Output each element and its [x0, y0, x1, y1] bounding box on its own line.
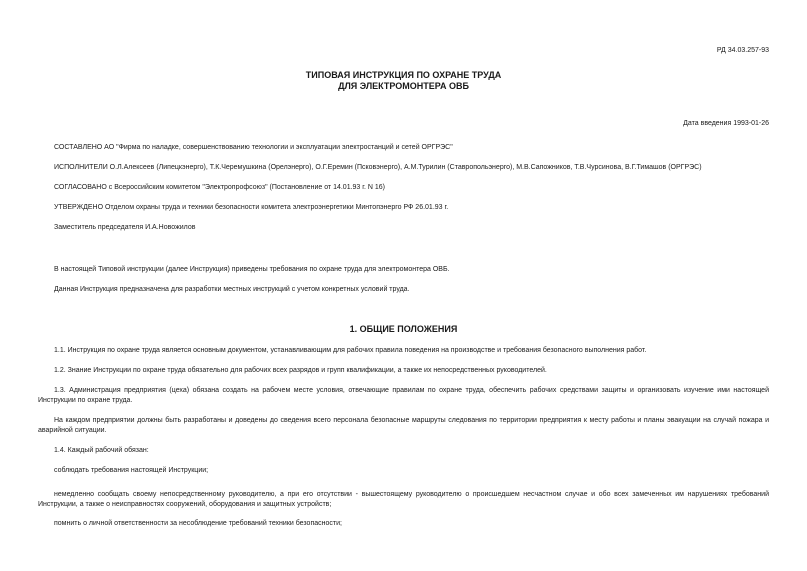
list-item: немедленно сообщать своему непосредственному руководителю, а при его отсутствии - вышестоящему руководителю о происшедшем несчастном случае и обо всех замеченных им нарушениях требований Инструкции, а также о неисправностях сооружений, оборудования и защитных устройств; — [38, 491, 769, 508]
section-heading: 1. ОБЩИЕ ПОЛОЖЕНИЯ — [349, 324, 458, 334]
deputy-chair: Заместитель председателя И.А.Новожилов — [54, 224, 196, 231]
executors: ИСПОЛНИТЕЛИ О.Л.Алексеев (Липецкэнерго), Т.К.Черемушкина (Орелэнерго), О.Г.Еремин (Псковэнерго), А.М.Турилин (Ставропольэнерго), М.В.Сапожников, Т.В.Чурсинова, В.Г.Тимашов (ОРГРЭС) — [54, 164, 702, 171]
paragraph-1-3: 1.3. Администрация предприятия (цеха) обязана создать на рабочем месте условия, отвечающие правилам по охране труда, обеспечить рабочих средствами защиты и организовать изучение ими настоящей Инструкции по охране труда. — [38, 387, 769, 404]
paragraph-1-1: 1.1. Инструкция по охране труда является основным документом, устанавливающим для рабочих правила поведения на производстве и требования безопасного выполнения работ. — [54, 347, 647, 354]
agreed-with: СОГЛАСОВАНО с Всероссийским комитетом "Электропрофсоюз" (Постановление от 14.01.93 г. N 16) — [54, 184, 385, 191]
document-number: РД 34.03.257-93 — [716, 47, 769, 54]
approved-by: УТВЕРЖДЕНО Отделом охраны труда и техники безопасности комитета электроэнергетики Минтопэнерго РФ 26.01.93 г. — [54, 204, 449, 211]
paragraph-1-2: 1.2. Знание Инструкции по охране труда обязательно для рабочих всех разрядов и групп квалификации, а также их непосредственных руководителей. — [54, 367, 547, 374]
title-line-2: ДЛЯ ЭЛЕКТРОМОНТЕРА ОВБ — [338, 81, 469, 91]
compiled-by: СОСТАВЛЕНО АО "Фирма по наладке, совершенствованию технологии и эксплуатации электростанций и сетей ОРГРЭС" — [54, 144, 453, 151]
document-title — [0, 70, 807, 92]
list-item: помнить о личной ответственности за несоблюдение требований техники безопасности; — [54, 520, 342, 527]
paragraph-1-3-evacuation: На каждом предприятии должны быть разработаны и доведены до сведения всего персонала безопасные маршруты следования по территории предприятия к месту работы и планы эвакуации на случай пожара и аварийной ситуации. — [38, 417, 769, 434]
list-item: соблюдать требования настоящей Инструкции; — [54, 467, 209, 474]
title-line-1: ТИПОВАЯ ИНСТРУКЦИЯ ПО ОХРАНЕ ТРУДА — [305, 70, 502, 80]
intro-paragraph-1: В настоящей Типовой инструкции (далее Инструкция) приведены требования по охране труда для электромонтера ОВБ. — [54, 266, 450, 273]
intro-paragraph-2: Данная Инструкция предназначена для разработки местных инструкций с учетом конкретных условий труда. — [54, 286, 410, 293]
effective-date: Дата введения 1993-01-26 — [683, 120, 769, 127]
paragraph-1-4: 1.4. Каждый рабочий обязан: — [54, 447, 149, 454]
